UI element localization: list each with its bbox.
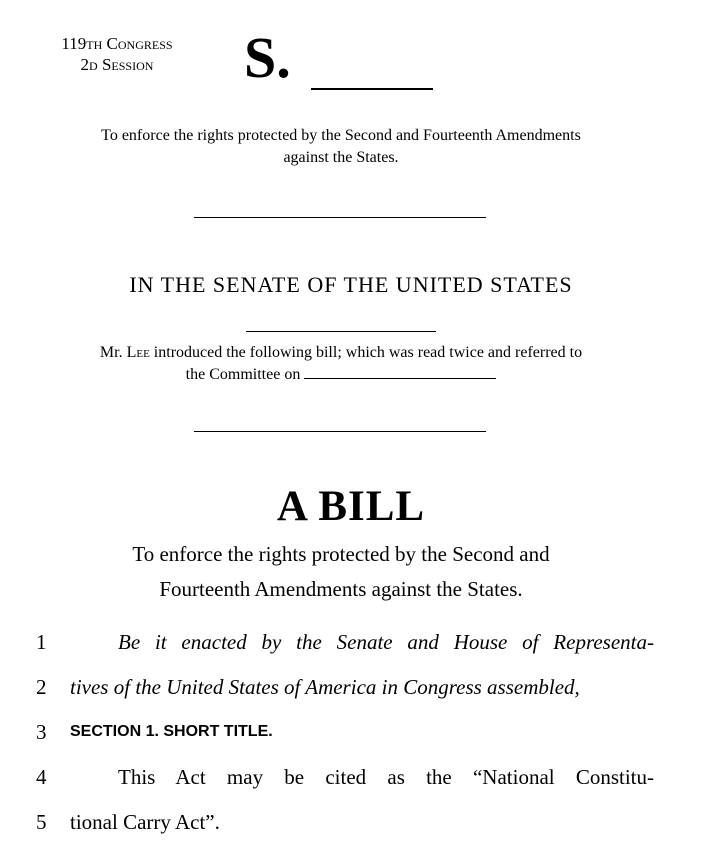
committee-blank xyxy=(304,364,496,379)
sponsor-name: Lee xyxy=(126,344,150,361)
divider-rule-2 xyxy=(194,431,486,432)
short-title-line-2: tional Carry Act”. xyxy=(70,810,220,834)
introduction-text: introduced the following bill; which was read twice and referred to xyxy=(153,344,583,361)
section-heading: SECTION 1. SHORT TITLE. xyxy=(70,723,273,740)
short-purpose-line-2: against the States. xyxy=(283,149,399,166)
congress-session-block xyxy=(24,33,210,75)
bill-heading: A BILL xyxy=(276,483,426,530)
chamber-heading: IN THE SENATE OF THE UNITED STATES xyxy=(129,272,573,297)
line-number: 4 xyxy=(36,765,47,789)
sponsor-title: Mr. xyxy=(99,344,123,361)
session-label xyxy=(24,54,210,75)
introduction-line-1 xyxy=(30,342,652,364)
line-number: 5 xyxy=(36,810,47,834)
long-title-line-1: To enforce the rights protected by the Second and xyxy=(132,542,550,566)
committee-label: the Committee on xyxy=(185,366,301,383)
introduction xyxy=(30,342,652,386)
short-purpose xyxy=(30,125,652,169)
divider-rule-1 xyxy=(194,217,486,218)
short-title-line-1: This Act may be cited as the “National Constitu- xyxy=(118,765,654,789)
line-number: 3 xyxy=(36,720,47,744)
divider-rule-short xyxy=(246,331,436,332)
session-suffix: d Session xyxy=(89,55,154,74)
introduction-line-2 xyxy=(30,364,652,386)
long-title xyxy=(50,537,632,607)
enacting-clause-line-1: Be it enacted by the Senate and House of Representa- xyxy=(118,630,654,654)
long-title-line-2: Fourteenth Amendments against the States. xyxy=(159,577,523,601)
congress-number: 119 xyxy=(61,34,87,53)
bill-prefix: S. xyxy=(244,25,291,90)
session-number: 2 xyxy=(80,55,90,74)
congress-label xyxy=(24,33,210,54)
line-number: 1 xyxy=(36,630,47,654)
short-purpose-line-1: To enforce the rights protected by the Second and Fourteenth Amendments xyxy=(101,127,581,144)
congress-suffix: th Congress xyxy=(86,34,173,53)
line-number: 2 xyxy=(36,675,47,699)
bill-number-blank xyxy=(311,88,433,90)
enacting-clause-line-2: tives of the United States of America in Congress assembled, xyxy=(70,675,580,699)
